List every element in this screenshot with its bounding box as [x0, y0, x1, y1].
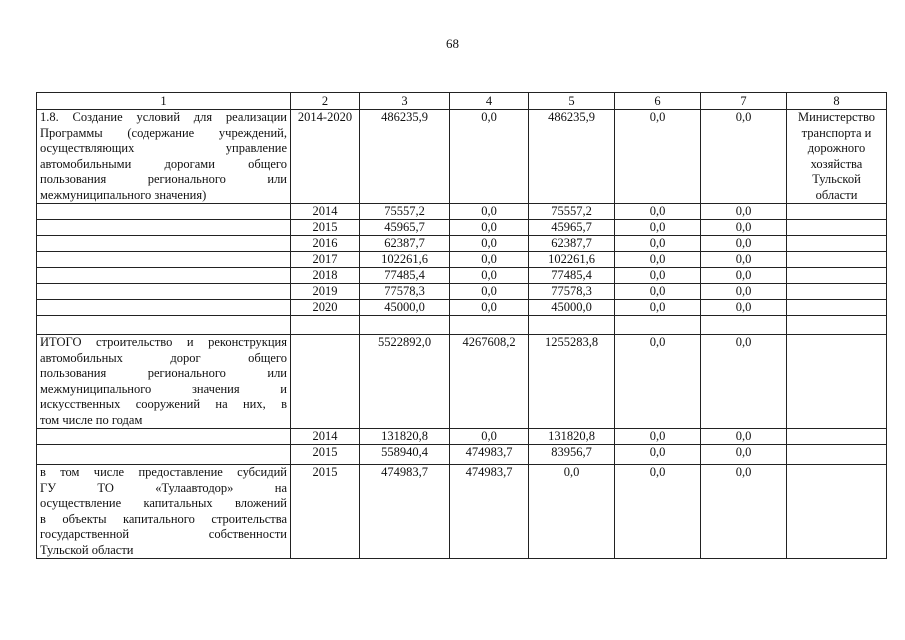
- desc-line: том числе по годам: [40, 412, 143, 427]
- table-row: [37, 465, 887, 559]
- value-cell: 77578,3: [529, 284, 615, 300]
- desc-line: автомобильными дорогами общего: [40, 156, 287, 171]
- value-cell: 0,0: [615, 110, 701, 204]
- value-cell: 0,0: [450, 220, 529, 236]
- col-header-3: 3: [360, 93, 450, 110]
- col-header-4: 4: [450, 93, 529, 110]
- col-header-6: 6: [615, 93, 701, 110]
- desc-line: в объекты капитального строительства: [40, 511, 287, 526]
- value-cell: 45965,7: [360, 220, 450, 236]
- desc-line: Программы (содержание учреждений,: [40, 125, 287, 140]
- value-cell: 0,0: [615, 284, 701, 300]
- value-cell: 0,0: [450, 252, 529, 268]
- value-cell: 102261,6: [360, 252, 450, 268]
- value-cell: 1255283,8: [529, 335, 615, 429]
- desc-line: осуществление капитальных вложений: [40, 496, 287, 510]
- col-header-7: 7: [701, 93, 787, 110]
- responsible-line: дорожного: [807, 141, 866, 155]
- value-cell: 0,0: [701, 220, 787, 236]
- section-description: [37, 110, 291, 204]
- table-row: [37, 445, 887, 465]
- value-cell: 0,0: [701, 300, 787, 316]
- desc-line: пользования регионального или: [40, 366, 287, 380]
- value-cell: 77578,3: [360, 284, 450, 300]
- value-cell: 0,0: [615, 429, 701, 445]
- desc-line: межмуниципального значения и: [40, 381, 287, 396]
- table-row: [37, 220, 887, 236]
- value-cell: 0,0: [701, 110, 787, 204]
- value-cell: 75557,2: [529, 204, 615, 220]
- page-number: 68: [446, 36, 459, 51]
- value-cell: 0,0: [529, 465, 615, 559]
- budget-table: [36, 92, 887, 559]
- desc-line: ГУ ТО «Тулаавтодор» на: [40, 480, 287, 495]
- responsible-line: хозяйства: [810, 156, 863, 171]
- value-cell: 75557,2: [360, 204, 450, 220]
- year-cell: 2014: [291, 429, 360, 445]
- value-cell: 83956,7: [529, 445, 615, 465]
- value-cell: 77485,4: [360, 268, 450, 284]
- col-header-8: 8: [787, 93, 887, 110]
- table-row: [37, 300, 887, 316]
- table-row: [37, 284, 887, 300]
- year-cell: 2017: [291, 252, 360, 268]
- responsible-line: транспорта и: [801, 125, 872, 140]
- value-cell: 558940,4: [360, 445, 450, 465]
- desc-line: ИТОГО строительство и реконструкция: [40, 335, 287, 349]
- value-cell: 474983,7: [360, 465, 450, 559]
- value-cell: 0,0: [701, 429, 787, 445]
- value-cell: 62387,7: [360, 236, 450, 252]
- value-cell: 0,0: [450, 268, 529, 284]
- table-row: [37, 236, 887, 252]
- value-cell: 45000,0: [529, 300, 615, 316]
- value-cell: 0,0: [450, 204, 529, 220]
- desc-line: межмуниципального значения): [40, 187, 207, 202]
- year-cell: 2020: [291, 300, 360, 316]
- value-cell: 102261,6: [529, 252, 615, 268]
- value-cell: 45965,7: [529, 220, 615, 236]
- value-cell: 45000,0: [360, 300, 450, 316]
- value-cell: 0,0: [701, 445, 787, 465]
- table-row: [37, 204, 887, 220]
- value-cell: 0,0: [615, 252, 701, 268]
- year-cell: 2016: [291, 236, 360, 252]
- responsible-line: Министерство: [797, 110, 876, 124]
- col-header-5: 5: [529, 93, 615, 110]
- value-cell: 0,0: [615, 335, 701, 429]
- desc-line: государственной собственности: [40, 527, 287, 541]
- value-cell: 0,0: [450, 284, 529, 300]
- value-cell: 0,0: [701, 465, 787, 559]
- value-cell: 131820,8: [529, 429, 615, 445]
- year-cell: 2015: [291, 465, 360, 559]
- value-cell: 474983,7: [450, 465, 529, 559]
- desc-line: в том числе предоставление субсидий: [40, 465, 287, 479]
- year-cell: 2018: [291, 268, 360, 284]
- value-cell: 0,0: [701, 335, 787, 429]
- value-cell: 4267608,2: [450, 335, 529, 429]
- responsible-cell: [787, 110, 887, 204]
- value-cell: 0,0: [450, 110, 529, 204]
- col-header-2: 2: [291, 93, 360, 110]
- value-cell: 0,0: [615, 268, 701, 284]
- total-description: [37, 335, 291, 429]
- table-row: [37, 252, 887, 268]
- blank-row: [37, 316, 887, 335]
- year-cell: 2015: [291, 220, 360, 236]
- year-cell: 2015: [291, 445, 360, 465]
- header-row: [37, 93, 887, 110]
- value-cell: 62387,7: [529, 236, 615, 252]
- table-row: [37, 335, 887, 429]
- value-cell: 0,0: [701, 252, 787, 268]
- value-cell: 0,0: [701, 268, 787, 284]
- value-cell: 0,0: [615, 220, 701, 236]
- value-cell: 486235,9: [529, 110, 615, 204]
- desc-line: Тульской области: [40, 542, 134, 557]
- value-cell: 0,0: [701, 284, 787, 300]
- desc-line: искусственных сооружений на них, в: [40, 397, 287, 411]
- value-cell: 0,0: [615, 465, 701, 559]
- desc-line: 1.8. Создание условий для реализации: [40, 110, 287, 124]
- responsible-line: области: [815, 187, 858, 202]
- value-cell: 0,0: [615, 204, 701, 220]
- table-row: [37, 268, 887, 284]
- desc-line: осуществляющих управление: [40, 141, 287, 155]
- value-cell: 0,0: [701, 204, 787, 220]
- value-cell: 77485,4: [529, 268, 615, 284]
- responsible-line: Тульской: [812, 172, 861, 186]
- value-cell: 0,0: [615, 445, 701, 465]
- col-header-1: 1: [37, 93, 291, 110]
- year-cell: 2019: [291, 284, 360, 300]
- value-cell: 0,0: [615, 236, 701, 252]
- period-cell: 2014-2020: [291, 110, 360, 204]
- value-cell: 0,0: [450, 429, 529, 445]
- desc-line: автомобильных дорог общего: [40, 350, 287, 365]
- value-cell: 131820,8: [360, 429, 450, 445]
- table-row: [37, 110, 887, 204]
- year-cell: 2014: [291, 204, 360, 220]
- subsidy-description: [37, 465, 291, 559]
- value-cell: 0,0: [701, 236, 787, 252]
- value-cell: 474983,7: [450, 445, 529, 465]
- value-cell: 486235,9: [360, 110, 450, 204]
- table-row: [37, 429, 887, 445]
- value-cell: 0,0: [450, 300, 529, 316]
- value-cell: 0,0: [450, 236, 529, 252]
- desc-line: пользования регионального или: [40, 172, 287, 186]
- value-cell: 5522892,0: [360, 335, 450, 429]
- value-cell: 0,0: [615, 300, 701, 316]
